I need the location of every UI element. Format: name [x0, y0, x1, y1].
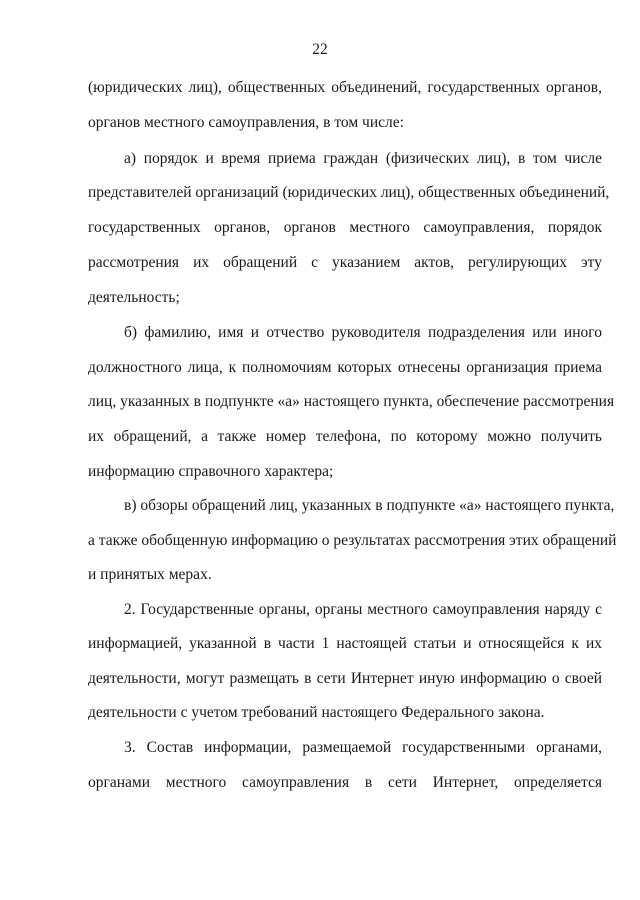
text-line: представителей организаций (юридических лиц), общественных объединений, — [88, 184, 610, 201]
text-line: информацию справочного характера; — [88, 463, 334, 480]
text-line: в) обзоры обращений лиц, указанных в подпункте «а» настоящего пункта, — [124, 497, 615, 514]
text-line: (юридических лиц), общественных объединений, государственных органов, — [88, 79, 602, 96]
text-line: 2. Государственные органы, органы местного самоуправления наряду с — [124, 601, 602, 618]
text-line: информацией, указанной в части 1 настоящей статьи и относящейся к их — [88, 635, 602, 652]
text-line: государственных органов, органов местного самоуправления, порядок — [88, 219, 602, 236]
text-line: и принятых мерах. — [88, 566, 212, 583]
text-line: лиц, указанных в подпункте «а» настоящего пункта, обеспечение рассмотрения — [88, 393, 615, 410]
text-line: деятельности с учетом требований настоящего Федерального закона. — [88, 704, 545, 721]
page-number: 22 — [312, 41, 328, 58]
text-line: а) порядок и время приема граждан (физических лиц), в том числе — [124, 150, 602, 167]
text-line: б) фамилию, имя и отчество руководителя подразделения или иного — [124, 324, 602, 341]
text-line: деятельности, могут размещать в сети Интернет иную информацию о своей — [88, 670, 602, 687]
text-line: а также обобщенную информацию о результатах рассмотрения этих обращений — [88, 532, 617, 549]
text-line: органов местного самоуправления, в том числе: — [88, 114, 404, 131]
text-line: должностного лица, к полномочиям которых отнесены организация приема — [88, 359, 602, 376]
text-line: деятельность; — [88, 289, 180, 306]
text-line: рассмотрения их обращений с указанием актов, регулирующих эту — [88, 254, 602, 271]
text-line: 3. Состав информации, размещаемой государственными органами, — [124, 739, 602, 756]
text-line: органами местного самоуправления в сети Интернет, определяется — [88, 774, 602, 791]
text-line: их обращений, а также номер телефона, по которому можно получить — [88, 428, 602, 445]
